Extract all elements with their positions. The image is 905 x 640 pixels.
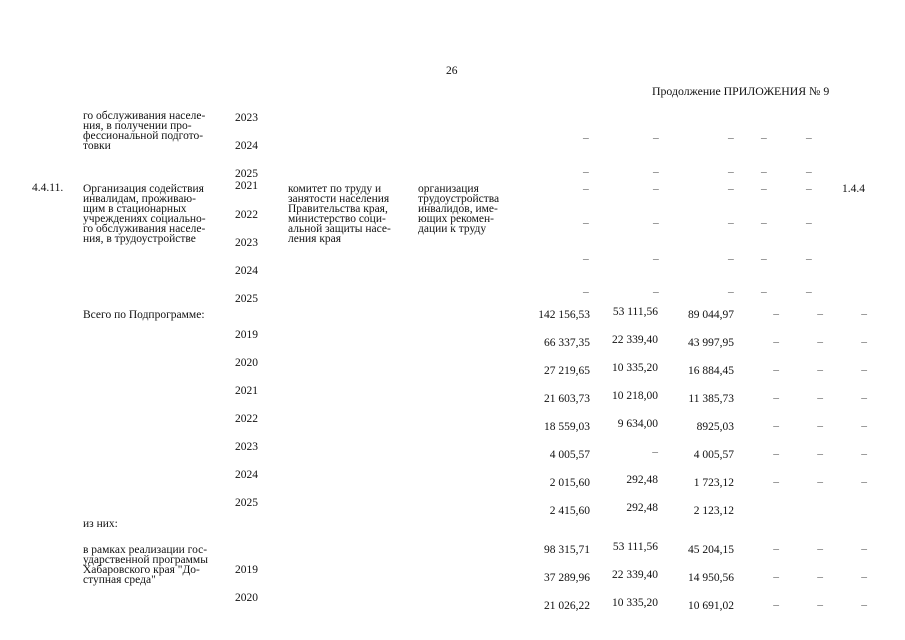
cell-c1: 292,48 [626, 474, 658, 486]
cell-c4: – [817, 448, 823, 460]
item-year: 2022 [235, 209, 258, 221]
cell-c4: – [817, 308, 823, 320]
dash: – [761, 217, 767, 229]
row-year: 2019 [235, 329, 258, 341]
row-year: 2024 [235, 469, 258, 481]
dash: – [583, 286, 589, 298]
item-name-line: учреждениях социально- [83, 213, 206, 225]
item-year: 2023 [235, 237, 258, 249]
cell-total: 27 219,65 [544, 365, 590, 377]
item-name-line: щим в стационарных [83, 203, 187, 215]
cell-c4: – [817, 420, 823, 432]
dash: – [583, 183, 589, 195]
cell-c3: – [773, 599, 779, 611]
program-label-line: ступная среда" [83, 574, 156, 586]
dash: – [761, 183, 767, 195]
top-year: 2025 [235, 168, 258, 180]
row-year: 2021 [235, 385, 258, 397]
cell-c3: – [773, 364, 779, 376]
dash: – [653, 217, 659, 229]
item-name-line: инвалидам, проживаю- [83, 193, 196, 205]
cell-c1: – [652, 446, 658, 458]
dash: – [583, 217, 589, 229]
page-number: 26 [446, 65, 458, 77]
cell-c4: – [817, 392, 823, 404]
cell-c3: – [773, 392, 779, 404]
program-label-line: в рамках реализации гос- [83, 544, 208, 556]
cell-c2: 1 723,12 [693, 477, 734, 489]
indicator: 1.4.4 [842, 183, 865, 195]
program-label-line: Хабаровского края "До- [83, 564, 200, 576]
cell-c1: 9 634,00 [617, 418, 658, 430]
cell-total: 21 603,73 [544, 393, 590, 405]
cell-c2: 8925,03 [696, 421, 734, 433]
cell-c4: – [817, 476, 823, 488]
row-year: 2020 [235, 357, 258, 369]
item-name-line: ния, в трудоустройстве [83, 233, 196, 245]
cell-total: 142 156,53 [538, 309, 590, 321]
cell-c5: – [861, 336, 867, 348]
cell-c3: – [773, 420, 779, 432]
cell-c5: – [861, 308, 867, 320]
cell-c2: 43 997,95 [688, 337, 734, 349]
item-name-line: Организация содействия [83, 183, 204, 195]
cell-c1: 10 335,20 [612, 597, 658, 609]
dash: – [728, 286, 734, 298]
dash: – [806, 253, 812, 265]
dash: – [761, 253, 767, 265]
cell-c2: 89 044,97 [688, 309, 734, 321]
of-which-label: из них: [83, 518, 118, 530]
dash: – [728, 132, 734, 144]
cell-c2: 11 385,73 [688, 393, 734, 405]
top-name-line: го обслуживания населе- [83, 110, 206, 122]
result-line: трудоустройства [418, 193, 500, 205]
continuation-header: Продолжение ПРИЛОЖЕНИЯ № 9 [652, 84, 830, 98]
cell-c3: – [773, 571, 779, 583]
dash: – [653, 253, 659, 265]
row-year: 2025 [235, 497, 258, 509]
executor-line: занятости населения [288, 193, 390, 205]
dash: – [728, 253, 734, 265]
row-year: 2022 [235, 413, 258, 425]
dash: – [806, 217, 812, 229]
result-line: дации к труду [418, 223, 487, 235]
cell-c5: – [861, 543, 867, 555]
total-label: Всего по Подпрограмме: [83, 309, 205, 321]
item-year: 2025 [235, 293, 258, 305]
dash: – [583, 253, 589, 265]
cell-total: 98 315,71 [544, 544, 590, 556]
item-year: 2024 [235, 265, 258, 277]
item-number: 4.4.11. [32, 182, 64, 194]
cell-c1: 53 111,56 [612, 306, 658, 318]
executor-line: ления края [288, 233, 342, 245]
executor-line: министерство соци- [288, 213, 386, 225]
executor-line: комитет по труду и [288, 183, 382, 195]
cell-c5: – [861, 571, 867, 583]
cell-c5: – [861, 420, 867, 432]
dash: – [583, 166, 589, 178]
cell-c5: – [861, 448, 867, 460]
cell-c2: 2 123,12 [693, 505, 734, 517]
item-year: 2021 [235, 180, 258, 192]
cell-c1: 10 335,20 [612, 362, 658, 374]
program-label-line: ударственной программы [83, 554, 208, 566]
cell-c3: – [773, 543, 779, 555]
row-year: 2023 [235, 441, 258, 453]
result-line: инвалидов, име- [418, 203, 498, 215]
dash: – [653, 286, 659, 298]
executor-line: альной защиты насе- [288, 223, 391, 235]
top-name-line: фессиональной подгото- [83, 130, 204, 142]
cell-c4: – [817, 571, 823, 583]
dash: – [806, 183, 812, 195]
cell-c2: 45 204,15 [688, 544, 734, 556]
dash: – [728, 217, 734, 229]
dash: – [728, 183, 734, 195]
dash: – [653, 183, 659, 195]
cell-c3: – [773, 448, 779, 460]
cell-c3: – [773, 476, 779, 488]
cell-c5: – [861, 364, 867, 376]
dash: – [653, 166, 659, 178]
cell-total: 4 005,57 [549, 449, 590, 461]
dash: – [583, 132, 589, 144]
cell-c3: – [773, 336, 779, 348]
top-year: 2024 [235, 140, 258, 152]
cell-c4: – [817, 599, 823, 611]
cell-total: 37 289,96 [544, 572, 590, 584]
cell-c2: 16 884,45 [688, 365, 734, 377]
cell-c5: – [861, 392, 867, 404]
cell-c4: – [817, 364, 823, 376]
top-name-line: товки [83, 140, 111, 152]
cell-total: 2 415,60 [549, 505, 590, 517]
cell-c1: 10 218,00 [612, 390, 658, 402]
cell-c1: 53 111,56 [612, 541, 658, 553]
cell-c5: – [861, 476, 867, 488]
cell-total: 2 015,60 [549, 477, 590, 489]
cell-total: 66 337,35 [544, 337, 590, 349]
result-line: организация [418, 183, 479, 195]
result-line: ющих рекомен- [418, 213, 494, 225]
executor-line: Правительства края, [288, 203, 388, 215]
top-name-line: ния, в получении про- [83, 120, 192, 132]
top-year: 2023 [235, 112, 258, 124]
row-year: 2019 [235, 564, 258, 576]
dash: – [761, 132, 767, 144]
cell-c1: 22 339,40 [612, 334, 658, 346]
cell-total: 18 559,03 [544, 421, 590, 433]
cell-c2: 14 950,56 [688, 572, 734, 584]
dash: – [806, 132, 812, 144]
cell-c1: 292,48 [626, 502, 658, 514]
dash: – [761, 286, 767, 298]
cell-c1: 22 339,40 [612, 569, 658, 581]
dash: – [806, 286, 812, 298]
cell-c3: – [773, 308, 779, 320]
cell-c2: 4 005,57 [693, 449, 734, 461]
row-year: 2020 [235, 592, 258, 604]
cell-c2: 10 691,02 [688, 600, 734, 612]
cell-total: 21 026,22 [544, 600, 590, 612]
cell-c4: – [817, 336, 823, 348]
cell-c5: – [861, 599, 867, 611]
dash: – [761, 166, 767, 178]
dash: – [806, 166, 812, 178]
dash: – [653, 132, 659, 144]
item-name-line: го обслуживания населе- [83, 223, 206, 235]
dash: – [728, 166, 734, 178]
cell-c4: – [817, 543, 823, 555]
